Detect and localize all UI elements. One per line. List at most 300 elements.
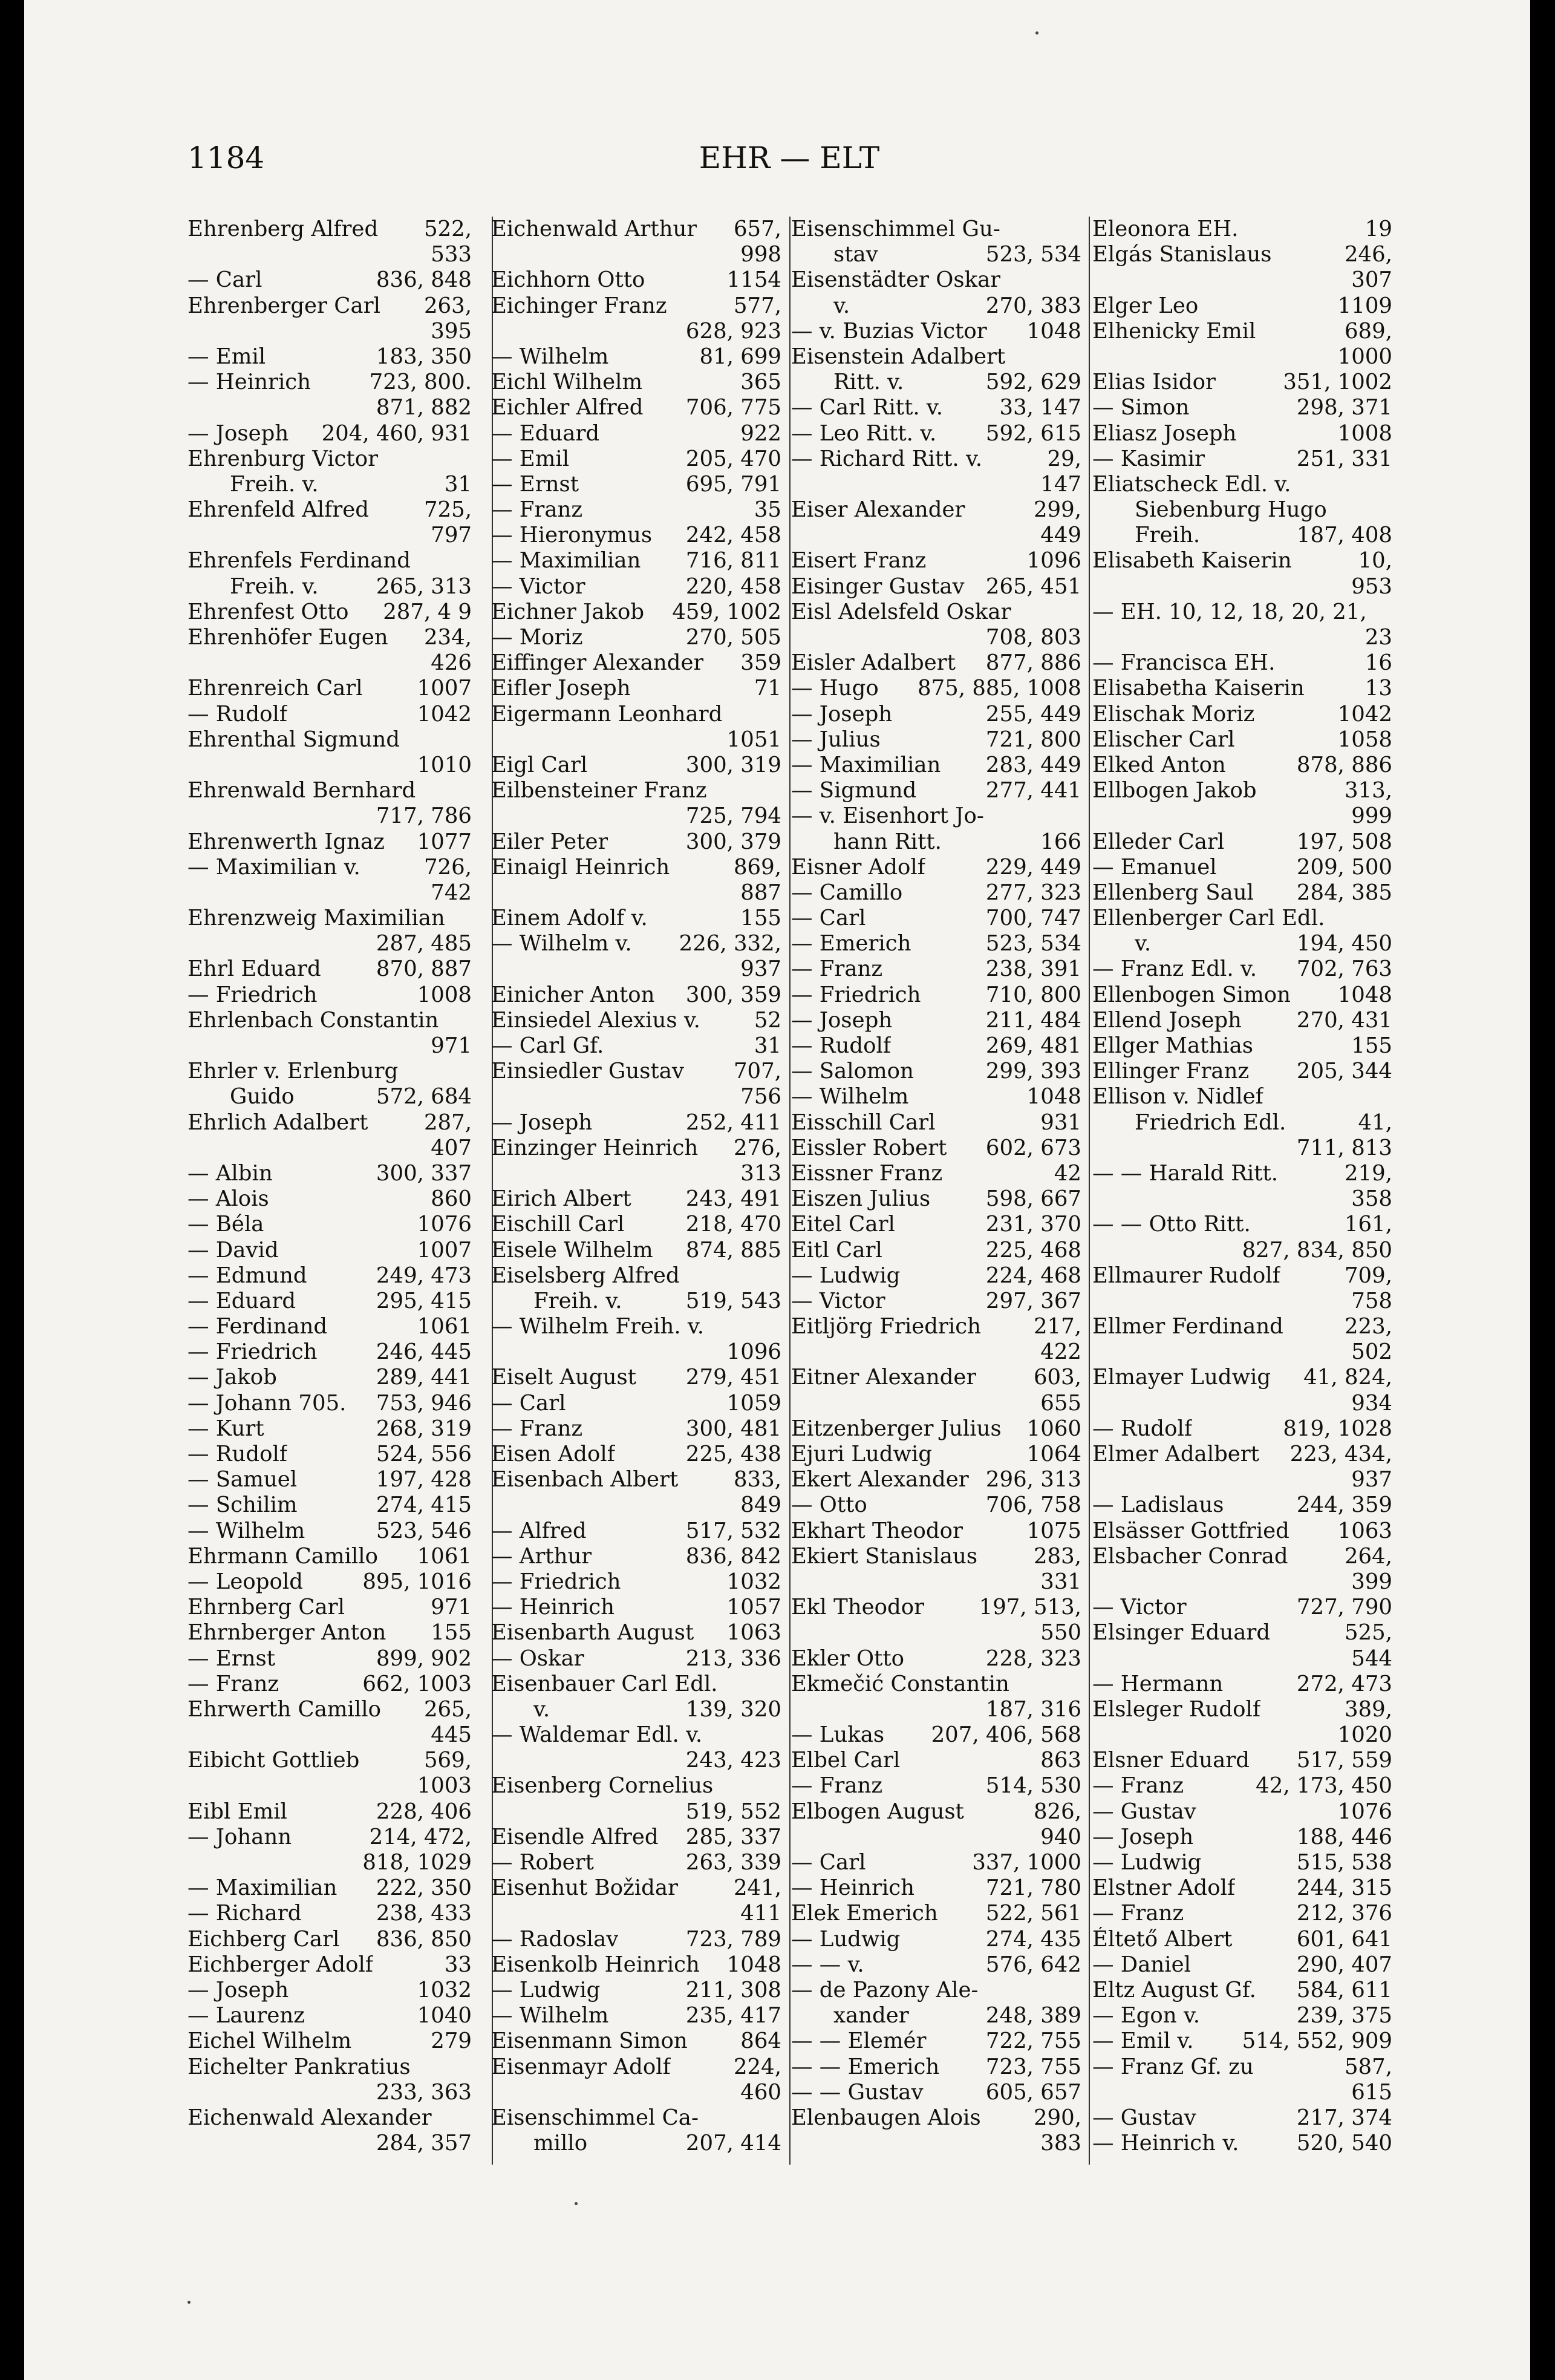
index-entry (1092, 1595, 1392, 1620)
index-entry (791, 982, 1081, 1008)
entry-pages: 1064 (1026, 1442, 1081, 1466)
entry-pages: 300, 379 (685, 829, 781, 854)
index-entry (491, 293, 781, 319)
index-entry (1092, 956, 1392, 982)
entry-pages: 702, 763 (1296, 956, 1392, 982)
index-entry (1092, 1875, 1392, 1901)
entry-name: — Carl (491, 1390, 566, 1416)
index-entry (491, 574, 781, 600)
entry-pages: 307 (1351, 267, 1392, 293)
index-entry (187, 1391, 472, 1416)
index-entry (791, 650, 1081, 676)
entry-name: — Franz (491, 1416, 583, 1441)
index-entry (791, 319, 1081, 344)
index-entry (491, 1161, 781, 1186)
entry-name: Eitl Carl (791, 1237, 882, 1263)
entry-pages: 33, 147 (999, 395, 1081, 420)
index-entry (1092, 702, 1392, 727)
index-entry (491, 2029, 781, 2054)
entry-name: Elsner Eduard (1092, 1748, 1250, 1773)
entry-name: Eiler Peter (491, 829, 608, 854)
entry-name: — Carl Gf. (491, 1033, 604, 1058)
entry-pages: 243, 423 (685, 1748, 781, 1773)
index-entry (791, 1492, 1081, 1518)
entry-pages: 887 (740, 880, 781, 905)
index-entry (1092, 1289, 1392, 1314)
entry-pages: 365 (740, 370, 781, 395)
scan-speck (575, 2202, 578, 2205)
index-entry (1092, 1136, 1392, 1161)
entry-pages: 263, (423, 293, 472, 318)
index-entry (187, 956, 472, 982)
index-entry (1092, 1825, 1392, 1850)
entry-name: — Rudolf (187, 701, 287, 727)
entry-name: Ehrnberg Carl (187, 1595, 345, 1620)
entry-pages: 220, 458 (685, 574, 781, 599)
entry-pages: 19 (1364, 217, 1392, 241)
entry-pages: 337, 1000 (972, 1850, 1081, 1875)
entry-name: stav (833, 242, 878, 267)
entry-name: — Richard (187, 1901, 302, 1926)
entry-pages: 1008 (1337, 420, 1392, 446)
entry-pages (445, 906, 472, 931)
entry-pages: 1063 (726, 1620, 781, 1646)
entry-pages: 708, 803 (985, 625, 1081, 650)
entry-name: Eichberg Carl (187, 1926, 340, 1952)
index-entry (491, 1799, 781, 1825)
entry-name: Ehrwerth Camillo (187, 1696, 381, 1722)
entry-pages: 628, 923 (685, 318, 781, 344)
entry-pages: 16 (1364, 650, 1392, 676)
index-entry (187, 982, 472, 1008)
entry-name: Einicher Anton (491, 982, 655, 1007)
entry-pages: 244, 315 (1296, 1875, 1392, 1901)
index-entry (791, 1875, 1081, 1901)
entry-pages: 601, 641 (1296, 1926, 1392, 1952)
entry-pages: 875, 885, 1008 (918, 676, 1081, 701)
index-entry (1092, 1544, 1392, 1569)
entry-name: Ellenbogen Simon (1092, 982, 1291, 1007)
index-entry (791, 829, 1081, 855)
index-entry (491, 1339, 781, 1365)
entry-name: — Leopold (187, 1569, 303, 1594)
entry-name: Elked Anton (1092, 752, 1226, 777)
index-entry (187, 1519, 472, 1544)
entry-name: — Gustav (1092, 1799, 1196, 1824)
scan-speck (187, 2301, 191, 2304)
index-entry (1092, 1442, 1392, 1467)
index-entry (187, 1365, 472, 1390)
entry-name: — Kurt (187, 1416, 264, 1441)
entry-pages: 753, 946 (376, 1390, 472, 1416)
entry-pages: 217, (1033, 1314, 1081, 1339)
index-entry (491, 1595, 781, 1620)
index-entry (187, 421, 472, 446)
entry-pages: 727, 790 (1296, 1595, 1392, 1620)
entry-pages: 524, 556 (376, 1442, 472, 1466)
index-entry (1092, 395, 1392, 420)
entry-name: Eiszen Julius (791, 1186, 931, 1212)
entry-name: Ekert Alexander (791, 1467, 969, 1492)
entry-pages: 223, (1344, 1314, 1392, 1339)
entry-name: Eisenbauer Carl Edl. (491, 1671, 718, 1696)
entry-name: — Joseph (791, 701, 893, 727)
entry-pages: 1057 (726, 1595, 781, 1620)
index-entry (187, 1289, 472, 1314)
index-entry (1092, 676, 1392, 701)
entry-pages: 238, 433 (376, 1901, 472, 1926)
entry-name: Ehrenburg Victor (187, 446, 379, 471)
index-entry (187, 242, 472, 267)
entry-pages: 197, 513, (979, 1595, 1081, 1620)
entry-pages: 1048 (1337, 982, 1392, 1007)
entry-name: Einzinger Heinrich (491, 1135, 699, 1160)
index-column-2 (491, 217, 781, 2156)
entry-name: Ehrenberg Alfred (187, 217, 379, 241)
index-entry (791, 1008, 1081, 1033)
index-entry (187, 880, 472, 906)
index-entry (187, 395, 472, 420)
entry-pages: 1010 (417, 752, 472, 777)
entry-name: — Emanuel (1092, 854, 1217, 880)
entry-pages (718, 1672, 781, 1697)
entry-pages: 211, 308 (685, 1977, 781, 2002)
entry-pages: 213, 336 (685, 1646, 781, 1671)
index-entry (791, 778, 1081, 803)
entry-name: — Franz Gf. zu (1092, 2054, 1254, 2079)
index-entry (491, 1110, 781, 1136)
entry-name: — Rudolf (1092, 1416, 1192, 1441)
entry-pages: 283, 449 (985, 752, 1081, 777)
entry-pages: 522, (423, 217, 472, 241)
entry-name: Ehrnberger Anton (187, 1620, 386, 1646)
entry-pages: 722, 755 (985, 2029, 1081, 2054)
index-entry (187, 2131, 472, 2156)
entry-pages: 662, 1003 (362, 1671, 472, 1696)
entry-name: Ehrlenbach Constantin (187, 1007, 439, 1033)
entry-pages: 514, 530 (985, 1773, 1081, 1799)
entry-name: Elbel Carl (791, 1748, 901, 1773)
entry-name: Elsbacher Conrad (1092, 1543, 1288, 1569)
entry-pages: 940 (1040, 1824, 1081, 1849)
entry-pages: 826, (1033, 1799, 1081, 1824)
entry-name: Ehrenthal Sigmund (187, 727, 400, 752)
entry-pages: 1048 (1026, 1084, 1081, 1110)
entry-pages: 235, 417 (685, 2003, 781, 2029)
index-entry (1092, 1799, 1392, 1825)
entry-pages: 836, 850 (376, 1926, 472, 1952)
entry-name: — Radoslav (491, 1926, 619, 1952)
entry-pages: 523, 534 (985, 931, 1081, 956)
index-entry (791, 727, 1081, 753)
entry-pages (704, 1314, 781, 1339)
index-entry (187, 1748, 472, 1773)
index-entry (187, 1850, 472, 1875)
entry-name: Eichberger Adolf (187, 1952, 373, 1977)
entry-pages: 209, 500 (1296, 854, 1392, 880)
entry-name: — Franz (1092, 1901, 1184, 1926)
index-entry (791, 344, 1081, 370)
entry-name: Einsiedler Gustav (491, 1059, 684, 1084)
entry-name: Eifler Joseph (491, 676, 631, 701)
index-entry (187, 2105, 472, 2131)
entry-name: — Ludwig (1092, 1850, 1202, 1875)
entry-pages: 797 (431, 523, 472, 548)
entry-name: — Maximilian (187, 1875, 337, 1901)
index-column-4 (1092, 217, 1392, 2156)
entry-pages: 710, 800 (985, 982, 1081, 1007)
index-entry (491, 319, 781, 344)
index-entry (187, 803, 472, 829)
index-entry (1092, 1110, 1392, 1136)
index-entry (491, 1033, 781, 1059)
entry-pages: 223, 434, (1289, 1442, 1392, 1466)
entry-pages: 721, 780 (985, 1875, 1081, 1901)
entry-pages: 197, 508 (1296, 829, 1392, 854)
entry-pages: 296, 313 (985, 1467, 1081, 1492)
entry-name: — Victor (791, 1288, 885, 1313)
entry-name: — Camillo (791, 880, 903, 905)
entry-pages: 268, 319 (376, 1416, 472, 1441)
entry-name: Eibicht Gottlieb (187, 1748, 360, 1773)
entry-name: — Heinrich (791, 1875, 915, 1901)
index-entry (187, 472, 472, 497)
index-entry (491, 1978, 781, 2003)
entry-name: v. (1135, 931, 1152, 956)
entry-name: — — Otto Ritt. (1092, 1212, 1251, 1237)
entry-name: — Carl Ritt. v. (791, 395, 944, 420)
entry-pages: 241, (733, 1875, 781, 1901)
entry-name: xander (833, 2003, 909, 2029)
entry-name: Eigl Carl (491, 752, 588, 777)
index-entry (187, 1646, 472, 1672)
entry-pages: 41, 824, (1303, 1365, 1392, 1390)
entry-name: — Hugo (791, 676, 879, 701)
entry-pages (722, 702, 781, 727)
entry-name: Eliasz Joseph (1092, 420, 1237, 446)
entry-name: Ellbogen Jakob (1092, 778, 1257, 803)
entry-pages: 295, 415 (376, 1288, 472, 1313)
entry-name: — Rudolf (791, 1033, 891, 1058)
entry-pages: 707, (733, 1059, 781, 1084)
entry-name: — EH. 10, 12, 18, 20, 21, (1092, 599, 1367, 624)
entry-name: — Schilim (187, 1492, 298, 1518)
entry-pages: 243, 491 (685, 1186, 781, 1212)
index-entry (1092, 1008, 1392, 1033)
index-entry (791, 370, 1081, 395)
entry-pages: 1076 (417, 1212, 472, 1237)
index-entry (1092, 906, 1392, 931)
entry-name: Eichelter Pankratius (187, 2054, 411, 2079)
entry-pages: 999 (1351, 803, 1392, 829)
entry-name: Ellenberger Carl Edl. (1092, 906, 1325, 931)
index-entry (791, 1339, 1081, 1365)
index-entry (791, 1416, 1081, 1442)
index-entry (791, 1825, 1081, 1850)
entry-pages: 71 (754, 676, 781, 701)
index-entry (791, 625, 1081, 650)
entry-name: Eisler Adalbert (791, 650, 956, 676)
index-entry (791, 1773, 1081, 1799)
index-entry (491, 1672, 781, 1697)
entry-name: Eisenberg Cornelius (491, 1773, 714, 1799)
entry-name: — Franz (791, 1773, 883, 1799)
entry-name: Eleonora EH. (1092, 217, 1239, 241)
index-entry (491, 1748, 781, 1773)
index-entry (791, 803, 1081, 829)
entry-pages: 1063 (1337, 1518, 1392, 1543)
entry-pages: 1096 (726, 1339, 781, 1365)
index-entry (491, 829, 781, 855)
index-entry (1092, 421, 1392, 446)
index-entry (491, 727, 781, 753)
entry-name: — Gustav (1092, 2105, 1196, 2130)
entry-pages (984, 803, 1081, 829)
entry-pages: 226, 332, (679, 931, 781, 956)
index-entry (491, 1238, 781, 1263)
index-entry (791, 1467, 1081, 1492)
entry-name: — Joseph (1092, 1824, 1194, 1849)
entry-pages: 264, (1344, 1543, 1392, 1569)
index-entry (1092, 1927, 1392, 1952)
entry-pages: 460 (740, 2079, 781, 2105)
entry-pages: 263, 339 (685, 1850, 781, 1875)
entry-pages: 300, 319 (685, 752, 781, 777)
entry-name: Eisendle Alfred (491, 1824, 659, 1849)
entry-pages (680, 1263, 781, 1289)
entry-name: — Emil v. (1092, 2029, 1194, 2054)
index-entry (1092, 753, 1392, 778)
index-entry (491, 676, 781, 701)
index-entry (791, 472, 1081, 497)
index-entry (187, 829, 472, 855)
entry-pages: 287, (423, 1110, 472, 1135)
index-entry (187, 548, 472, 574)
entry-name: Eisenstädter Oskar (791, 267, 1001, 293)
entry-pages: 155 (1351, 1033, 1392, 1058)
index-entry (791, 2055, 1081, 2080)
index-entry (1092, 880, 1392, 906)
index-entry (1092, 2080, 1392, 2105)
index-entry (491, 344, 781, 370)
entry-name: Eigermann Leonhard (491, 701, 723, 727)
index-entry (791, 2105, 1081, 2131)
entry-pages: 1020 (1337, 1722, 1392, 1748)
entry-name: — Emil (491, 446, 570, 471)
index-entry (791, 421, 1081, 446)
entry-pages: 657, (733, 217, 781, 241)
entry-pages: 1000 (1337, 344, 1392, 369)
index-entry (187, 1697, 472, 1722)
index-entry (187, 702, 472, 727)
index-entry (187, 293, 472, 319)
entry-name: Eichenwald Arthur (491, 217, 697, 241)
index-entry (1092, 1952, 1392, 1978)
index-entry (491, 1084, 781, 1110)
entry-pages: 31 (754, 1033, 781, 1058)
index-entry (1092, 650, 1392, 676)
index-entry (187, 1773, 472, 1799)
entry-pages: 706, 775 (685, 395, 781, 420)
index-entry (491, 1391, 781, 1416)
index-entry (791, 1059, 1081, 1084)
entry-name: Ritt. v. (833, 370, 904, 395)
entry-pages: 1042 (417, 701, 472, 727)
entry-name: — Johann (187, 1824, 292, 1849)
index-entry (491, 906, 781, 931)
index-entry (491, 2131, 781, 2156)
index-entry (491, 1442, 781, 1467)
index-entry (791, 676, 1081, 701)
entry-name: hann Ritt. (833, 829, 942, 854)
entry-pages: 1042 (1337, 701, 1392, 727)
entry-pages: 592, 615 (985, 420, 1081, 446)
entry-name: — Friedrich (187, 1339, 318, 1365)
index-entry (491, 446, 781, 472)
entry-name: Elenbaugen Alois (791, 2105, 981, 2130)
index-entry (491, 1646, 781, 1672)
entry-pages (411, 2055, 472, 2080)
index-entry (187, 727, 472, 753)
entry-name: — Samuel (187, 1467, 298, 1492)
entry-pages: 41, (1358, 1110, 1392, 1135)
entry-name: — Wilhelm Freih. v. (491, 1314, 705, 1339)
entry-pages: 187, 316 (985, 1696, 1081, 1722)
entry-pages: 726, (423, 854, 472, 880)
entry-name: Éltető Albert (1092, 1926, 1233, 1952)
entry-pages: 298, 371 (1296, 395, 1392, 420)
entry-name: — Wilhelm (491, 2003, 609, 2029)
index-entry (491, 1008, 781, 1033)
index-entry (187, 855, 472, 880)
entry-pages: 35 (754, 497, 781, 523)
entry-pages: 279 (431, 2029, 472, 2054)
entry-name: Eisert Franz (791, 548, 927, 574)
entry-name: Elischer Carl (1092, 727, 1235, 752)
entry-pages: 31 (444, 471, 472, 497)
index-entry (1092, 1672, 1392, 1697)
index-entry (791, 753, 1081, 778)
index-entry (1092, 267, 1392, 293)
entry-pages: 522, 561 (985, 1901, 1081, 1926)
index-entry (187, 1008, 472, 1033)
entry-pages: 285, 337 (685, 1824, 781, 1849)
index-entry (1092, 1339, 1392, 1365)
entry-pages: 877, 886 (985, 650, 1081, 676)
index-entry (187, 1238, 472, 1263)
index-entry (1092, 523, 1392, 548)
entry-pages: 225, 438 (685, 1442, 781, 1466)
index-entry (187, 2055, 472, 2080)
entry-pages: 1058 (1337, 727, 1392, 752)
entry-name: Elmayer Ludwig (1092, 1365, 1271, 1390)
entry-pages (1009, 1672, 1081, 1697)
entry-name: — Moriz (491, 625, 583, 650)
entry-name: Ellger Mathias (1092, 1033, 1253, 1058)
index-entry (791, 1722, 1081, 1748)
column-rule (1089, 217, 1090, 2165)
index-entry (491, 1519, 781, 1544)
index-entry (1092, 1365, 1392, 1390)
index-entry (187, 1595, 472, 1620)
index-entry (187, 1875, 472, 1901)
entry-pages (411, 548, 472, 574)
entry-pages: 265, 451 (985, 574, 1081, 599)
entry-pages: 878, 886 (1296, 752, 1392, 777)
entry-name: Eisenmayr Adolf (491, 2054, 671, 2079)
entry-pages: 584, 611 (1296, 1977, 1392, 2002)
entry-pages: 515, 538 (1296, 1850, 1392, 1875)
